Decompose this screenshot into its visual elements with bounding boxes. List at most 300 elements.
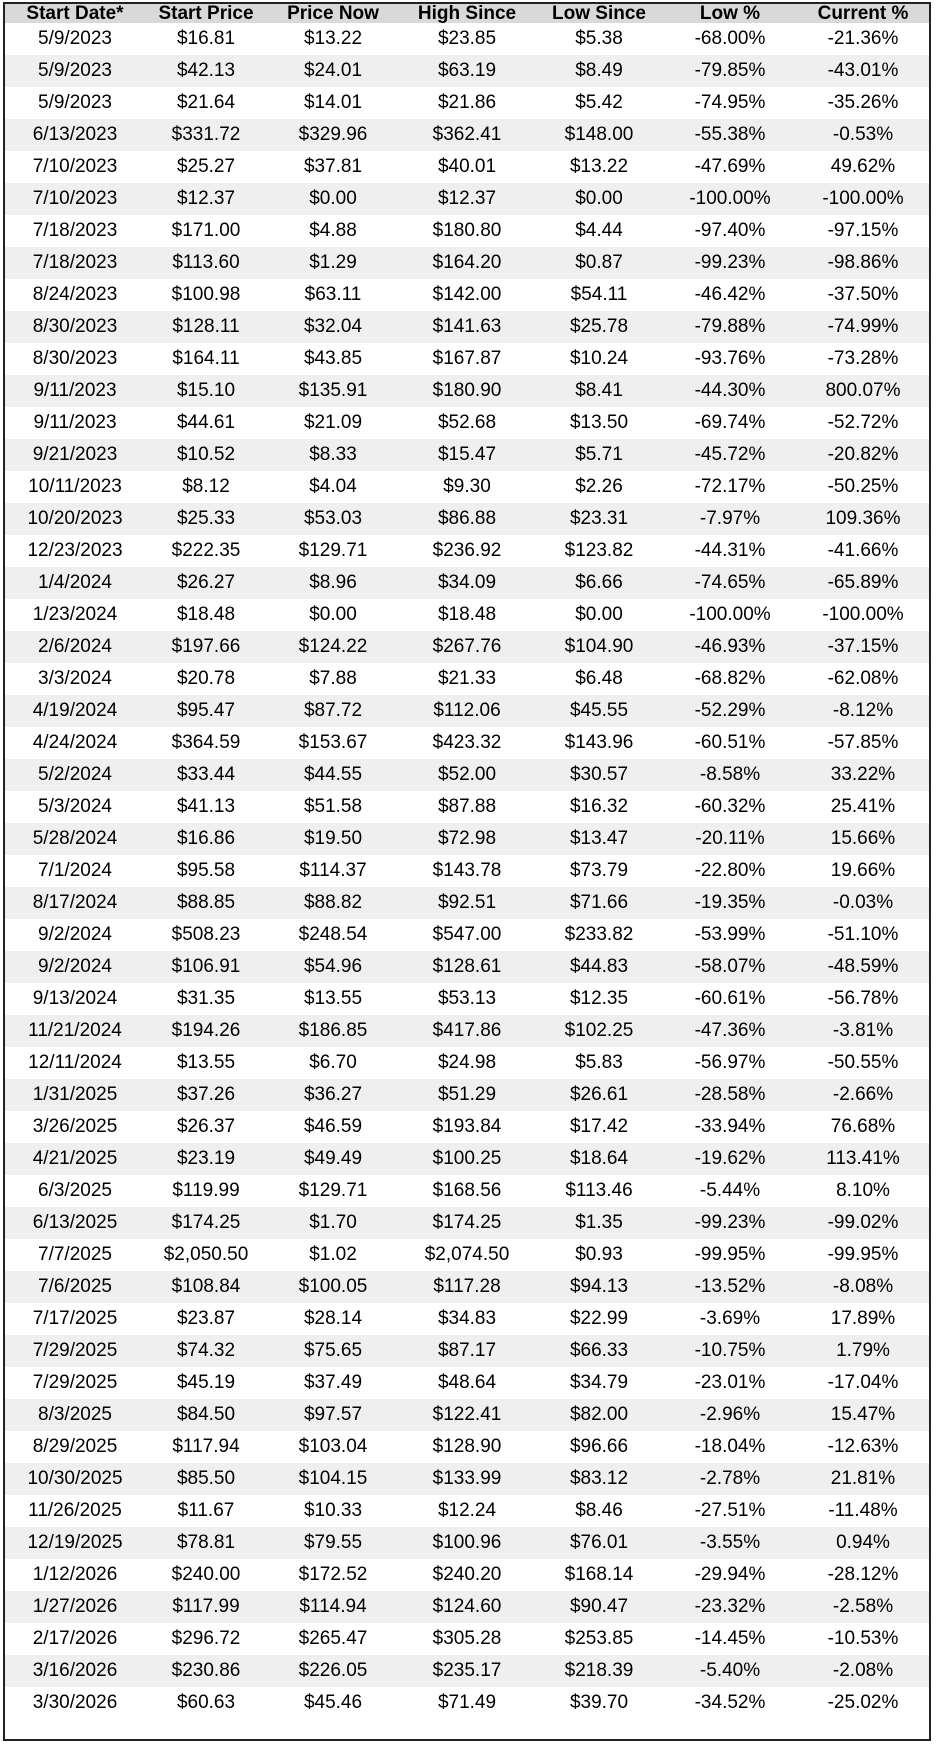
cell-low-percent: -79.88%	[663, 311, 797, 343]
table-row	[5, 983, 929, 1015]
cell-start-price: $364.59	[145, 727, 267, 759]
cell-low-since: $10.24	[535, 343, 663, 375]
cell-start-price: $85.50	[145, 1463, 267, 1495]
cell-low-percent: -68.82%	[663, 663, 797, 695]
table-row	[5, 87, 929, 119]
cell-high-since: $71.49	[399, 1687, 535, 1719]
cell-high-since: $2,074.50	[399, 1239, 535, 1271]
cell-high-since: $51.29	[399, 1079, 535, 1111]
cell-low-since: $2.26	[535, 471, 663, 503]
cell-price-now: $43.85	[267, 343, 399, 375]
cell-start-date: 1/31/2025	[5, 1079, 145, 1111]
cell-low-percent: -72.17%	[663, 471, 797, 503]
header-start-date: Start Date*	[5, 4, 145, 23]
cell-start-price: $119.99	[145, 1175, 267, 1207]
cell-price-now: $248.54	[267, 919, 399, 951]
cell-low-percent: -2.96%	[663, 1399, 797, 1431]
cell-price-now: $87.72	[267, 695, 399, 727]
cell-high-since: $180.90	[399, 375, 535, 407]
cell-current-percent: -73.28%	[797, 343, 929, 375]
header-high-since: High Since	[399, 4, 535, 23]
cell-high-since: $240.20	[399, 1559, 535, 1591]
cell-start-price: $222.35	[145, 535, 267, 567]
table-row	[5, 183, 929, 215]
cell-high-since: $117.28	[399, 1271, 535, 1303]
cell-price-now: $265.47	[267, 1623, 399, 1655]
cell-low-since: $22.99	[535, 1303, 663, 1335]
cell-start-date: 9/21/2023	[5, 439, 145, 471]
cell-low-since: $148.00	[535, 119, 663, 151]
cell-low-percent: -99.23%	[663, 247, 797, 279]
cell-low-percent: -53.99%	[663, 919, 797, 951]
cell-start-price: $42.13	[145, 55, 267, 87]
cell-low-since: $12.35	[535, 983, 663, 1015]
cell-low-percent: -46.93%	[663, 631, 797, 663]
table-row	[5, 1655, 929, 1687]
cell-current-percent: 109.36%	[797, 503, 929, 535]
cell-low-since: $83.12	[535, 1463, 663, 1495]
cell-price-now: $36.27	[267, 1079, 399, 1111]
data-table-frame	[3, 2, 931, 1741]
table-row	[5, 599, 929, 631]
cell-low-since: $5.42	[535, 87, 663, 119]
cell-current-percent: -11.48%	[797, 1495, 929, 1527]
cell-price-now: $129.71	[267, 535, 399, 567]
cell-start-price: $26.27	[145, 567, 267, 599]
cell-high-since: $141.63	[399, 311, 535, 343]
cell-low-since: $96.66	[535, 1431, 663, 1463]
cell-low-percent: -45.72%	[663, 439, 797, 471]
cell-low-percent: -99.23%	[663, 1207, 797, 1239]
cell-start-date: 5/9/2023	[5, 87, 145, 119]
cell-price-now: $24.01	[267, 55, 399, 87]
cell-low-since: $26.61	[535, 1079, 663, 1111]
cell-high-since: $143.78	[399, 855, 535, 887]
table-row	[5, 1687, 929, 1719]
cell-price-now: $49.49	[267, 1143, 399, 1175]
cell-low-percent: -10.75%	[663, 1335, 797, 1367]
cell-price-now: $329.96	[267, 119, 399, 151]
cell-low-since: $113.46	[535, 1175, 663, 1207]
cell-high-since: $128.61	[399, 951, 535, 983]
cell-start-date: 5/28/2024	[5, 823, 145, 855]
cell-start-date: 5/9/2023	[5, 23, 145, 55]
cell-start-price: $108.84	[145, 1271, 267, 1303]
cell-high-since: $142.00	[399, 279, 535, 311]
cell-start-date: 7/18/2023	[5, 215, 145, 247]
cell-low-percent: -68.00%	[663, 23, 797, 55]
cell-low-since: $30.57	[535, 759, 663, 791]
cell-current-percent: -2.66%	[797, 1079, 929, 1111]
cell-low-since: $8.41	[535, 375, 663, 407]
cell-start-date: 7/29/2025	[5, 1335, 145, 1367]
cell-price-now: $1.29	[267, 247, 399, 279]
table-row	[5, 311, 929, 343]
cell-price-now: $4.04	[267, 471, 399, 503]
table-body	[5, 23, 929, 1719]
cell-start-date: 5/9/2023	[5, 55, 145, 87]
header-low-since: Low Since	[535, 4, 663, 23]
cell-low-since: $104.90	[535, 631, 663, 663]
table-row	[5, 471, 929, 503]
cell-current-percent: -8.12%	[797, 695, 929, 727]
table-row	[5, 503, 929, 535]
cell-start-date: 7/10/2023	[5, 151, 145, 183]
cell-start-price: $21.64	[145, 87, 267, 119]
cell-start-date: 8/3/2025	[5, 1399, 145, 1431]
cell-low-percent: -29.94%	[663, 1559, 797, 1591]
cell-current-percent: -57.85%	[797, 727, 929, 759]
cell-start-date: 12/11/2024	[5, 1047, 145, 1079]
cell-low-since: $5.38	[535, 23, 663, 55]
table-row	[5, 1175, 929, 1207]
table-row	[5, 1367, 929, 1399]
table-row	[5, 887, 929, 919]
cell-start-date: 8/30/2023	[5, 311, 145, 343]
cell-start-price: $95.47	[145, 695, 267, 727]
cell-start-price: $194.26	[145, 1015, 267, 1047]
cell-start-price: $15.10	[145, 375, 267, 407]
cell-start-price: $60.63	[145, 1687, 267, 1719]
table-row	[5, 663, 929, 695]
cell-start-price: $25.33	[145, 503, 267, 535]
cell-current-percent: -100.00%	[797, 183, 929, 215]
table-row	[5, 1399, 929, 1431]
cell-low-percent: -5.44%	[663, 1175, 797, 1207]
table-row	[5, 1079, 929, 1111]
cell-low-percent: -13.52%	[663, 1271, 797, 1303]
cell-low-since: $17.42	[535, 1111, 663, 1143]
cell-low-percent: -19.62%	[663, 1143, 797, 1175]
cell-start-date: 1/4/2024	[5, 567, 145, 599]
cell-start-price: $16.81	[145, 23, 267, 55]
cell-current-percent: -2.58%	[797, 1591, 929, 1623]
cell-low-since: $16.32	[535, 791, 663, 823]
cell-low-percent: -69.74%	[663, 407, 797, 439]
table-row	[5, 1015, 929, 1047]
cell-low-since: $6.66	[535, 567, 663, 599]
cell-start-price: $45.19	[145, 1367, 267, 1399]
table-row	[5, 1335, 929, 1367]
cell-current-percent: -2.08%	[797, 1655, 929, 1687]
cell-price-now: $172.52	[267, 1559, 399, 1591]
table-row	[5, 1303, 929, 1335]
cell-low-percent: -99.95%	[663, 1239, 797, 1271]
cell-price-now: $10.33	[267, 1495, 399, 1527]
table-row	[5, 343, 929, 375]
cell-current-percent: -99.02%	[797, 1207, 929, 1239]
cell-high-since: $21.86	[399, 87, 535, 119]
cell-current-percent: -65.89%	[797, 567, 929, 599]
cell-start-price: $106.91	[145, 951, 267, 983]
cell-start-price: $78.81	[145, 1527, 267, 1559]
cell-start-price: $41.13	[145, 791, 267, 823]
cell-high-since: $362.41	[399, 119, 535, 151]
cell-current-percent: -21.36%	[797, 23, 929, 55]
cell-price-now: $104.15	[267, 1463, 399, 1495]
cell-low-percent: -20.11%	[663, 823, 797, 855]
cell-start-date: 5/3/2024	[5, 791, 145, 823]
cell-low-since: $123.82	[535, 535, 663, 567]
table-row	[5, 1623, 929, 1655]
cell-low-since: $76.01	[535, 1527, 663, 1559]
cell-high-since: $305.28	[399, 1623, 535, 1655]
cell-low-since: $54.11	[535, 279, 663, 311]
cell-price-now: $129.71	[267, 1175, 399, 1207]
cell-start-date: 3/16/2026	[5, 1655, 145, 1687]
cell-start-price: $16.86	[145, 823, 267, 855]
cell-current-percent: -17.04%	[797, 1367, 929, 1399]
table-row	[5, 695, 929, 727]
cell-low-percent: -2.78%	[663, 1463, 797, 1495]
cell-current-percent: -98.86%	[797, 247, 929, 279]
cell-price-now: $13.55	[267, 983, 399, 1015]
cell-start-price: $95.58	[145, 855, 267, 887]
cell-high-since: $133.99	[399, 1463, 535, 1495]
table-row	[5, 535, 929, 567]
cell-start-price: $37.26	[145, 1079, 267, 1111]
cell-low-since: $25.78	[535, 311, 663, 343]
cell-high-since: $34.83	[399, 1303, 535, 1335]
cell-low-percent: -7.97%	[663, 503, 797, 535]
cell-low-since: $0.00	[535, 183, 663, 215]
cell-price-now: $46.59	[267, 1111, 399, 1143]
cell-price-now: $44.55	[267, 759, 399, 791]
table-row	[5, 919, 929, 951]
cell-low-since: $34.79	[535, 1367, 663, 1399]
cell-low-since: $5.71	[535, 439, 663, 471]
cell-low-since: $39.70	[535, 1687, 663, 1719]
cell-start-date: 10/30/2025	[5, 1463, 145, 1495]
table-row	[5, 1463, 929, 1495]
cell-current-percent: 113.41%	[797, 1143, 929, 1175]
cell-current-percent: -52.72%	[797, 407, 929, 439]
cell-start-price: $117.94	[145, 1431, 267, 1463]
cell-start-date: 4/21/2025	[5, 1143, 145, 1175]
cell-price-now: $124.22	[267, 631, 399, 663]
cell-start-price: $33.44	[145, 759, 267, 791]
cell-high-since: $23.85	[399, 23, 535, 55]
cell-low-since: $0.00	[535, 599, 663, 631]
cell-low-percent: -27.51%	[663, 1495, 797, 1527]
cell-start-price: $8.12	[145, 471, 267, 503]
table-row	[5, 1239, 929, 1271]
cell-price-now: $28.14	[267, 1303, 399, 1335]
cell-price-now: $19.50	[267, 823, 399, 855]
cell-low-percent: -8.58%	[663, 759, 797, 791]
cell-price-now: $8.33	[267, 439, 399, 471]
cell-low-percent: -3.55%	[663, 1527, 797, 1559]
cell-low-since: $253.85	[535, 1623, 663, 1655]
cell-start-date: 4/19/2024	[5, 695, 145, 727]
cell-low-since: $5.83	[535, 1047, 663, 1079]
cell-price-now: $186.85	[267, 1015, 399, 1047]
table-row	[5, 855, 929, 887]
cell-price-now: $103.04	[267, 1431, 399, 1463]
cell-start-date: 4/24/2024	[5, 727, 145, 759]
cell-price-now: $7.88	[267, 663, 399, 695]
price-table	[5, 4, 929, 1719]
cell-low-percent: -56.97%	[663, 1047, 797, 1079]
cell-start-date: 9/2/2024	[5, 919, 145, 951]
cell-start-date: 12/23/2023	[5, 535, 145, 567]
cell-low-since: $0.87	[535, 247, 663, 279]
cell-current-percent: -50.25%	[797, 471, 929, 503]
cell-low-since: $71.66	[535, 887, 663, 919]
cell-start-date: 6/3/2025	[5, 1175, 145, 1207]
cell-high-since: $63.19	[399, 55, 535, 87]
cell-high-since: $193.84	[399, 1111, 535, 1143]
cell-start-date: 3/30/2026	[5, 1687, 145, 1719]
cell-price-now: $21.09	[267, 407, 399, 439]
cell-low-since: $44.83	[535, 951, 663, 983]
cell-start-date: 11/26/2025	[5, 1495, 145, 1527]
cell-price-now: $4.88	[267, 215, 399, 247]
cell-low-since: $218.39	[535, 1655, 663, 1687]
cell-current-percent: 8.10%	[797, 1175, 929, 1207]
cell-start-date: 8/30/2023	[5, 343, 145, 375]
cell-high-since: $52.68	[399, 407, 535, 439]
cell-start-date: 1/12/2026	[5, 1559, 145, 1591]
table-row	[5, 759, 929, 791]
cell-start-price: $18.48	[145, 599, 267, 631]
cell-high-since: $417.86	[399, 1015, 535, 1047]
table-row	[5, 1527, 929, 1559]
table-row	[5, 247, 929, 279]
table-row	[5, 375, 929, 407]
cell-start-price: $44.61	[145, 407, 267, 439]
cell-start-date: 10/11/2023	[5, 471, 145, 503]
cell-start-date: 3/26/2025	[5, 1111, 145, 1143]
cell-low-percent: -47.69%	[663, 151, 797, 183]
cell-start-price: $23.87	[145, 1303, 267, 1335]
cell-price-now: $135.91	[267, 375, 399, 407]
table-row	[5, 1143, 929, 1175]
cell-current-percent: 17.89%	[797, 1303, 929, 1335]
table-row	[5, 823, 929, 855]
cell-start-price: $23.19	[145, 1143, 267, 1175]
cell-start-date: 2/17/2026	[5, 1623, 145, 1655]
cell-high-since: $423.32	[399, 727, 535, 759]
cell-price-now: $0.00	[267, 183, 399, 215]
cell-start-date: 9/11/2023	[5, 375, 145, 407]
cell-current-percent: -3.81%	[797, 1015, 929, 1047]
cell-start-price: $117.99	[145, 1591, 267, 1623]
cell-high-since: $124.60	[399, 1591, 535, 1623]
cell-low-since: $23.31	[535, 503, 663, 535]
cell-start-date: 8/29/2025	[5, 1431, 145, 1463]
header-row	[5, 4, 929, 23]
cell-price-now: $54.96	[267, 951, 399, 983]
cell-low-since: $102.25	[535, 1015, 663, 1047]
cell-start-price: $11.67	[145, 1495, 267, 1527]
cell-low-since: $13.22	[535, 151, 663, 183]
cell-price-now: $88.82	[267, 887, 399, 919]
cell-low-percent: -58.07%	[663, 951, 797, 983]
cell-start-price: $31.35	[145, 983, 267, 1015]
cell-current-percent: -37.50%	[797, 279, 929, 311]
cell-high-since: $18.48	[399, 599, 535, 631]
cell-price-now: $32.04	[267, 311, 399, 343]
cell-low-percent: -14.45%	[663, 1623, 797, 1655]
table-row	[5, 1111, 929, 1143]
cell-high-since: $34.09	[399, 567, 535, 599]
cell-current-percent: -35.26%	[797, 87, 929, 119]
cell-low-percent: -74.95%	[663, 87, 797, 119]
cell-price-now: $13.22	[267, 23, 399, 55]
cell-low-since: $94.13	[535, 1271, 663, 1303]
cell-low-since: $90.47	[535, 1591, 663, 1623]
cell-high-since: $100.96	[399, 1527, 535, 1559]
cell-price-now: $37.81	[267, 151, 399, 183]
cell-price-now: $63.11	[267, 279, 399, 311]
cell-start-price: $508.23	[145, 919, 267, 951]
cell-current-percent: -99.95%	[797, 1239, 929, 1271]
cell-low-percent: -28.58%	[663, 1079, 797, 1111]
cell-start-date: 8/17/2024	[5, 887, 145, 919]
cell-start-price: $296.72	[145, 1623, 267, 1655]
table-row	[5, 407, 929, 439]
table-row	[5, 791, 929, 823]
cell-start-price: $13.55	[145, 1047, 267, 1079]
cell-start-price: $197.66	[145, 631, 267, 663]
cell-current-percent: -74.99%	[797, 311, 929, 343]
cell-current-percent: 19.66%	[797, 855, 929, 887]
cell-start-price: $10.52	[145, 439, 267, 471]
table-row	[5, 279, 929, 311]
cell-low-since: $143.96	[535, 727, 663, 759]
cell-low-since: $66.33	[535, 1335, 663, 1367]
cell-start-price: $26.37	[145, 1111, 267, 1143]
cell-price-now: $14.01	[267, 87, 399, 119]
cell-low-percent: -97.40%	[663, 215, 797, 247]
cell-current-percent: -97.15%	[797, 215, 929, 247]
cell-current-percent: 25.41%	[797, 791, 929, 823]
cell-price-now: $0.00	[267, 599, 399, 631]
table-row	[5, 1271, 929, 1303]
cell-start-date: 9/2/2024	[5, 951, 145, 983]
cell-high-since: $112.06	[399, 695, 535, 727]
cell-start-price: $12.37	[145, 183, 267, 215]
cell-start-date: 7/1/2024	[5, 855, 145, 887]
cell-low-percent: -46.42%	[663, 279, 797, 311]
cell-low-since: $8.49	[535, 55, 663, 87]
cell-low-percent: -22.80%	[663, 855, 797, 887]
cell-start-price: $230.86	[145, 1655, 267, 1687]
cell-current-percent: -43.01%	[797, 55, 929, 87]
cell-start-date: 3/3/2024	[5, 663, 145, 695]
cell-high-since: $180.80	[399, 215, 535, 247]
cell-low-percent: -74.65%	[663, 567, 797, 599]
cell-current-percent: -48.59%	[797, 951, 929, 983]
cell-low-since: $1.35	[535, 1207, 663, 1239]
cell-current-percent: 33.22%	[797, 759, 929, 791]
cell-price-now: $6.70	[267, 1047, 399, 1079]
cell-price-now: $226.05	[267, 1655, 399, 1687]
cell-current-percent: -8.08%	[797, 1271, 929, 1303]
cell-current-percent: -28.12%	[797, 1559, 929, 1591]
cell-current-percent: -41.66%	[797, 535, 929, 567]
cell-current-percent: -100.00%	[797, 599, 929, 631]
cell-low-percent: -60.32%	[663, 791, 797, 823]
cell-start-date: 6/13/2023	[5, 119, 145, 151]
cell-start-date: 7/10/2023	[5, 183, 145, 215]
cell-start-price: $2,050.50	[145, 1239, 267, 1271]
table-row	[5, 1559, 929, 1591]
cell-high-since: $167.87	[399, 343, 535, 375]
cell-high-since: $87.88	[399, 791, 535, 823]
cell-high-since: $547.00	[399, 919, 535, 951]
